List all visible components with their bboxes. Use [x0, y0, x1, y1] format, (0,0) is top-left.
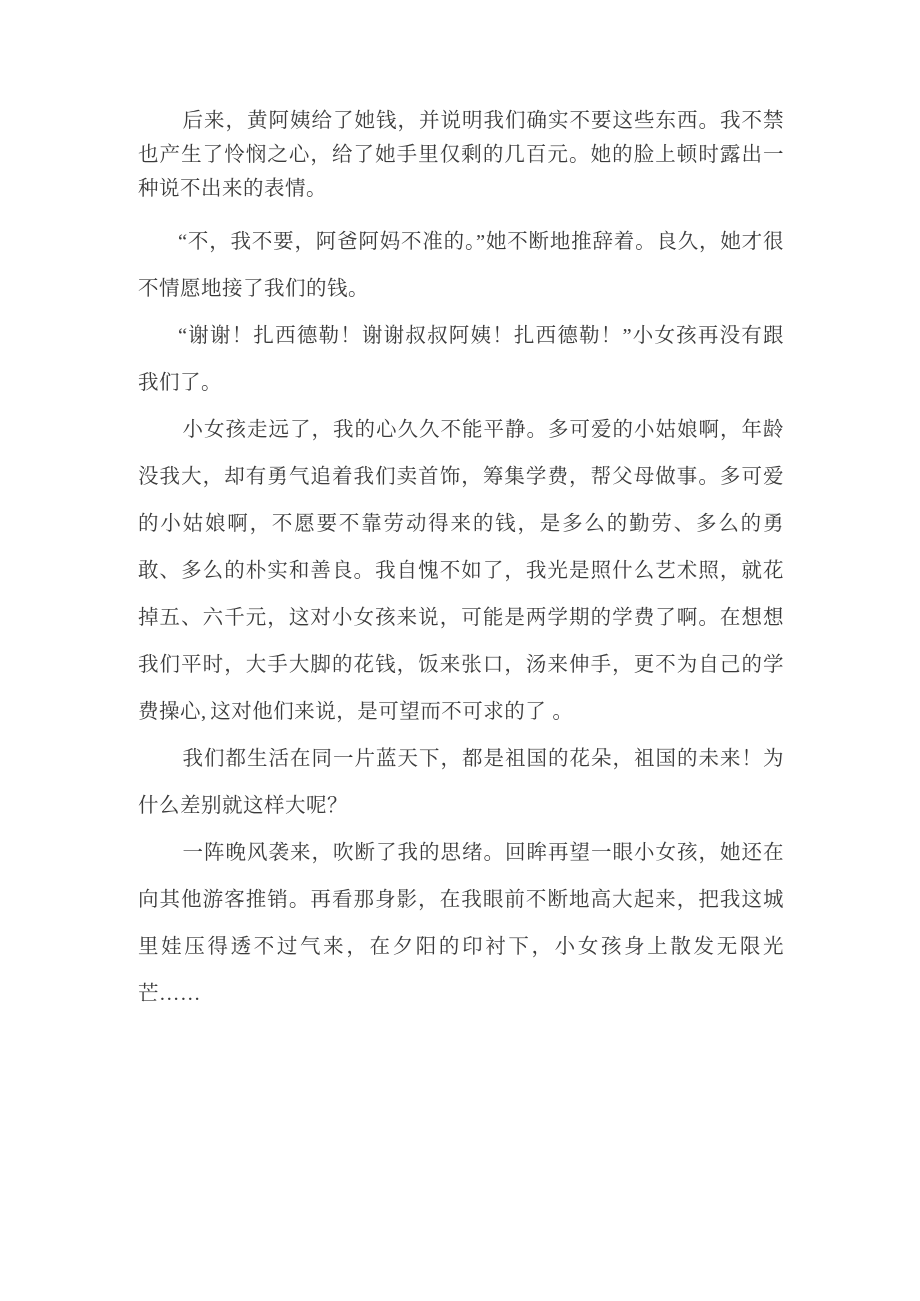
paragraph-2-text: “不，我不要，阿爸阿妈不准的。”她不断地推辞着。良久，她才很不情愿地接了我们的钱。	[138, 231, 784, 300]
paragraph-3-text: “谢谢！扎西德勒！谢谢叔叔阿姨！扎西德勒！”小女孩再没有跟我们了。	[138, 325, 784, 394]
paragraph-6	[138, 830, 784, 1018]
paragraph-4-narrow-comma: ,	[201, 701, 207, 723]
paragraph-2	[138, 219, 784, 313]
paragraph-5	[138, 736, 784, 830]
paragraph-3	[138, 313, 784, 407]
paragraph-4	[138, 407, 784, 736]
paragraph-1-text: 后来，黄阿姨给了她钱，并说明我们确实不要这些东西。我不禁也产生了怜悯之心，给了她手里仅剩的几百元。她的脸上顿时露出一种说不出来的表情。	[138, 110, 784, 200]
paragraph-5-text: 我们都生活在同一片蓝天下，都是祖国的花朵，祖国的未来！为什么差别就这样大呢？	[138, 748, 784, 817]
paragraph-1	[138, 104, 784, 206]
paragraph-4-text-part-3: 。	[552, 701, 574, 723]
document-body	[138, 104, 784, 1018]
paragraph-4-text-part-1: 小女孩走远了，我的心久久不能平静。多可爱的小姑娘啊，年龄没我大，却有勇气追着我们卖首饰，筹集学费，帮父母做事。多可爱的小姑娘啊，不愿要不靠劳动得来的钱，是多么的勤劳、多么的勇敢、多么的朴实和善良。我自愧不如了，我光是照什么艺术照，就花掉五、六千元，这对小女孩来说，可能是两学期的学费了啊。在想想我们平时，大手大脚的花钱，饭来张口，汤来伸手，更不为自己的学费操心	[138, 419, 784, 723]
paragraph-4-text-part-2: 这对他们来说，是可望而不可求的了	[210, 701, 547, 723]
paragraph-6-text: 一阵晚风袭来，吹断了我的思绪。回眸再望一眼小女孩，她还在向其他游客推销。再看那身影，在我眼前不断地高大起来，把我这城里娃压得透不过气来，在夕阳的印衬下，小女孩身上散发无限光芒……	[138, 842, 784, 1005]
